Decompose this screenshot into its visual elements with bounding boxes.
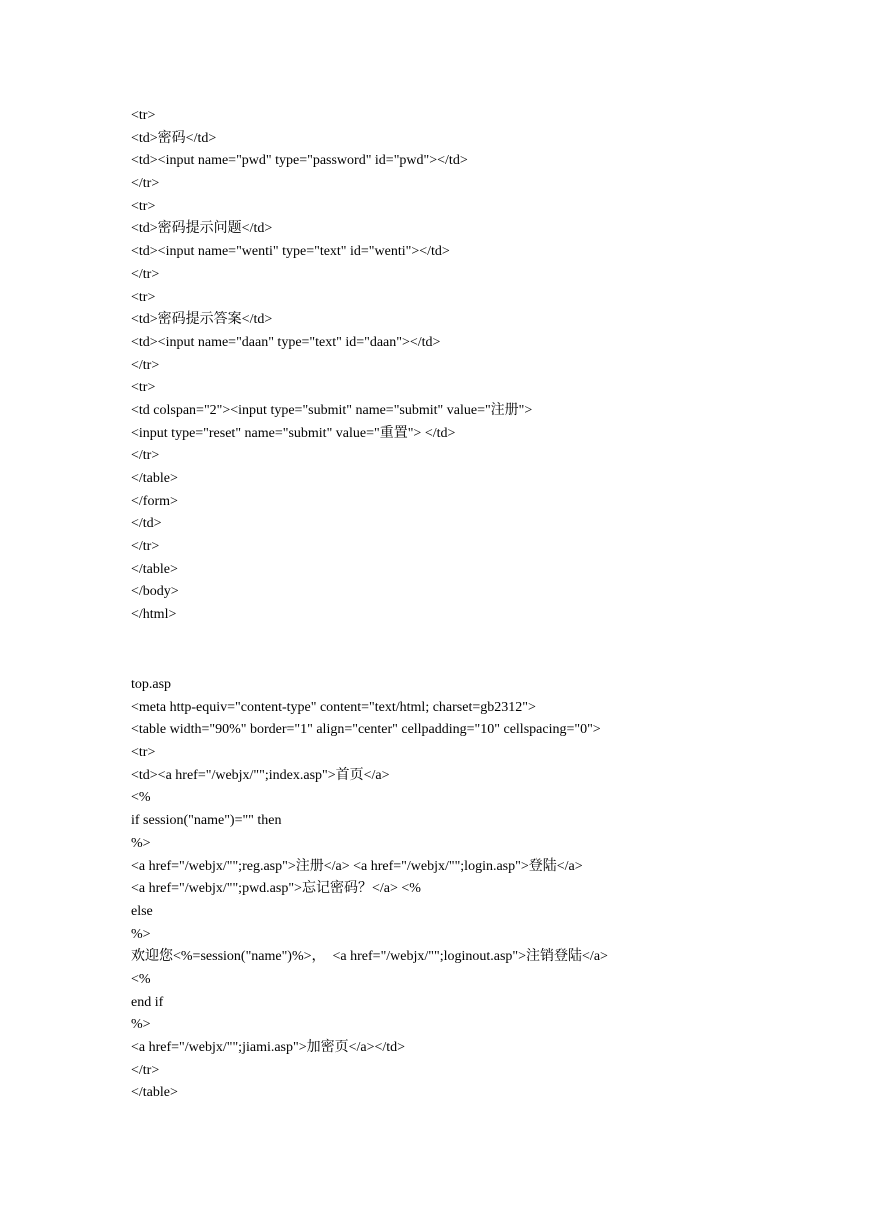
code-line: </tr> bbox=[131, 266, 160, 282]
code-line: <% bbox=[131, 971, 151, 987]
code-line: </table> bbox=[131, 561, 178, 577]
code-line: <tr> bbox=[131, 289, 156, 305]
code-line: </body> bbox=[131, 584, 179, 600]
code-line: <tr> bbox=[131, 108, 156, 123]
code-line: <% bbox=[131, 790, 151, 806]
code-line: <a href="/webjx/"";pwd.asp">忘记密码？</a> <% bbox=[131, 881, 421, 897]
code-line: <a href="/webjx/"";jiami.asp">加密页</a></td> bbox=[131, 1040, 406, 1055]
code-line: %> bbox=[131, 926, 151, 942]
code-block-top-asp bbox=[131, 674, 831, 1105]
code-line: 欢迎您<%=session("name")%>， <a href="/webjx/"";loginout.asp">注销登陆</a> bbox=[131, 949, 608, 965]
code-line: </tr> bbox=[131, 176, 160, 192]
code-line: <td>密码</td> bbox=[131, 130, 217, 146]
code-line: </table> bbox=[131, 1085, 178, 1101]
code-line: <table width="90%" border="1" align="center" cellpadding="10" cellspacing="0"> bbox=[131, 722, 601, 738]
file-name-heading: top.asp bbox=[131, 677, 172, 692]
code-line: %> bbox=[131, 1017, 151, 1033]
code-line: <a href="/webjx/"";reg.asp">注册</a> <a href="/webjx/"";login.asp">登陆</a> bbox=[131, 858, 583, 874]
code-line: <tr> bbox=[131, 198, 156, 214]
code-line: <td colspan="2"><input type="submit" name="submit" value="注册"> bbox=[131, 402, 533, 418]
code-line: <td><input name="wenti" type="text" id="wenti"></td> bbox=[131, 244, 450, 260]
code-line: <td><input name="pwd" type="password" id="pwd"></td> bbox=[131, 153, 468, 169]
code-line: </tr> bbox=[131, 539, 160, 555]
code-line: end if bbox=[131, 994, 164, 1010]
code-line: if session("name")="" then bbox=[131, 813, 282, 829]
code-line: <tr> bbox=[131, 745, 156, 761]
code-line: else bbox=[131, 903, 153, 919]
code-line: </tr> bbox=[131, 357, 160, 373]
code-line: </table> bbox=[131, 471, 178, 486]
code-block-registration-form-end bbox=[131, 105, 831, 627]
code-line: <tr> bbox=[131, 380, 156, 396]
code-line: </tr> bbox=[131, 1062, 160, 1078]
code-line: </td> bbox=[131, 516, 162, 532]
code-line: <meta http-equiv="content-type" content="text/html; charset=gb2312"> bbox=[131, 699, 536, 715]
code-line: </form> bbox=[131, 493, 178, 509]
code-line: <td><a href="/webjx/"";index.asp">首页</a> bbox=[131, 767, 390, 783]
code-line: <input type="reset" name="submit" value="重置"> </td> bbox=[131, 425, 456, 441]
code-line: <td>密码提示问题</td> bbox=[131, 221, 273, 237]
code-line: <td>密码提示答案</td> bbox=[131, 312, 273, 328]
code-line: </tr> bbox=[131, 448, 160, 464]
code-line: <td><input name="daan" type="text" id="daan"></td> bbox=[131, 334, 441, 350]
code-line: </html> bbox=[131, 607, 177, 623]
code-line: %> bbox=[131, 835, 151, 851]
